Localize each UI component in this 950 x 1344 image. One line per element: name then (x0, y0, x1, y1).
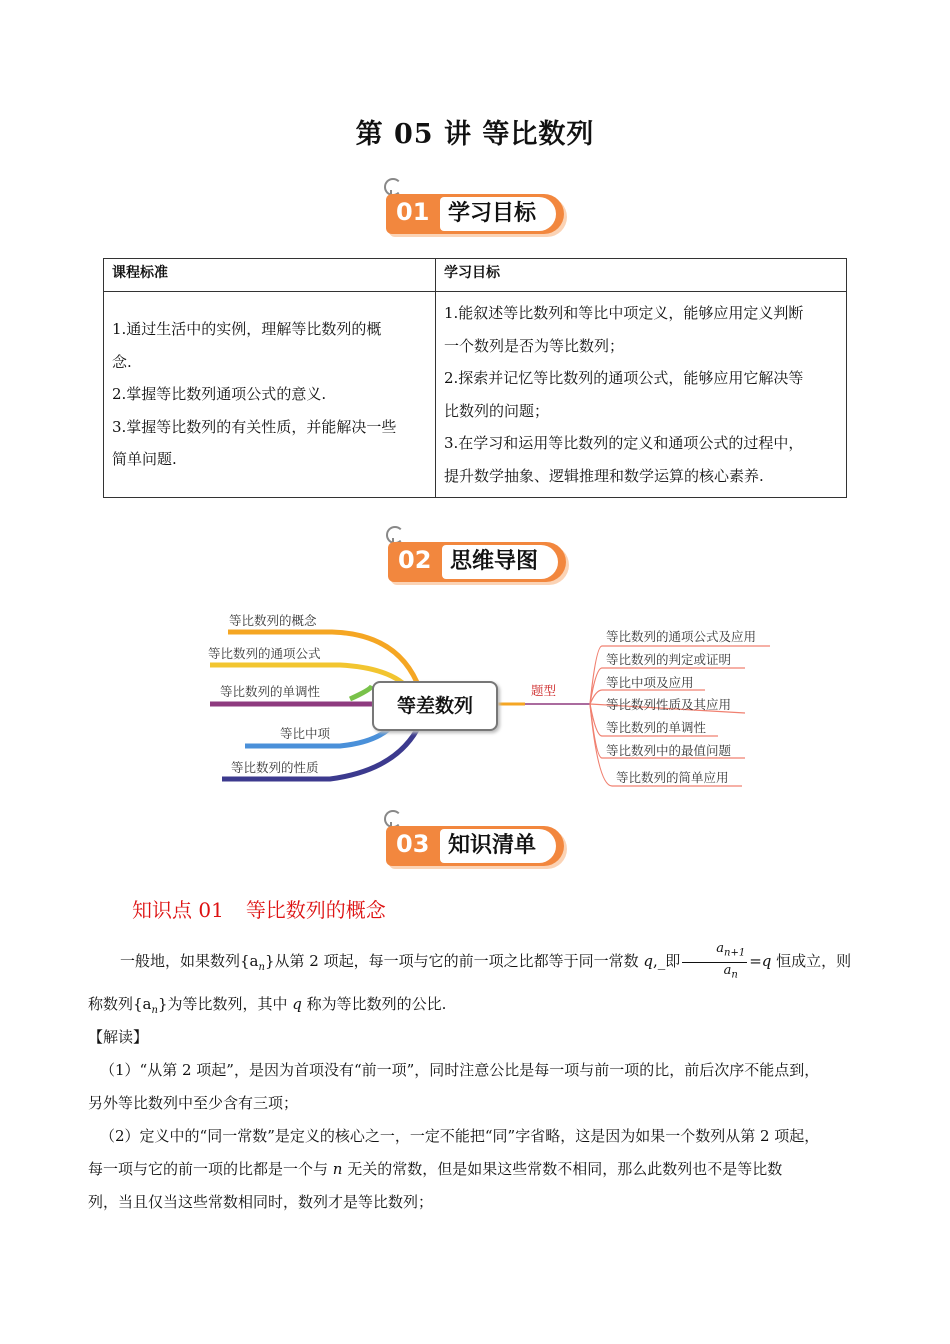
text: q (761, 952, 772, 970)
objective-line: 提升数学抽象、逻辑推理和数学运算的核心素养. (444, 466, 764, 485)
mindmap-right-node: 等比数列中的最值问题 (606, 743, 732, 758)
standard-line: 简单问题. (112, 450, 177, 469)
text: 一般地，如果数列{a (120, 952, 259, 970)
mindmap-left-node: 等比数列的概念 (229, 613, 317, 628)
text: q (292, 995, 302, 1013)
mindmap-right-node: 等比中项及应用 (606, 675, 694, 690)
text: 每一项与它的前一项的比都是一个与 (88, 1160, 333, 1178)
mindmap-right-node: 等比数列的简单应用 (616, 770, 729, 785)
mindmap-left-node: 等比数列的性质 (231, 760, 319, 775)
section-label: 知识清单 (440, 829, 556, 863)
ratio-fraction (682, 941, 747, 983)
knowledge-point-heading (132, 894, 386, 923)
text: n (731, 969, 738, 981)
text: a (723, 962, 732, 978)
objective-line: 1.能叙述等比数列和等比中项定义，能够应用定义判断 (444, 304, 804, 322)
text: n (258, 962, 265, 973)
standard-line: 念. (112, 352, 132, 371)
text: n (151, 1005, 158, 1016)
mindmap-right-node: 等比数列的判定或证明 (606, 652, 732, 667)
mindmap-right-node: 等比数列的单调性 (606, 720, 707, 735)
mindmap-right-node: 等比数列性质及其应用 (606, 697, 732, 712)
standard-line: 3.掌握等比数列的有关性质，并能解决一些 (112, 417, 397, 436)
text: ,_即 (652, 952, 681, 970)
text: 称数列{a (88, 995, 152, 1013)
mindmap-branch-label: 题型 (531, 683, 557, 698)
text: n+1 (724, 947, 746, 959)
text: }为等比数列，其中 (157, 995, 293, 1013)
mindmap-left-node: 等比数列的通项公式 (208, 646, 321, 661)
section-label: 学习目标 (440, 197, 556, 231)
interpretation-2-line-1: （2）定义中的“同一常数”是定义的核心之一，一定不能把“同”字省略，这是因为如果一个数列从第 2 项起， (100, 1127, 820, 1145)
text: q (643, 952, 653, 970)
table-header-standards: 课程标准 (104, 259, 436, 292)
section-number: 02 (398, 546, 432, 574)
knowledge-point-number: 知识点 01 (132, 898, 224, 922)
standard-line: 1.通过生活中的实例，理解等比数列的概 (112, 320, 382, 339)
mindmap-left-node: 等比中项 (280, 726, 331, 741)
interpretation-2-line-2 (88, 1153, 864, 1186)
interpretation-1-line-1: （1）“从第 2 项起”，是因为首项没有“前一项”，同时注意公比是每一项与前一项的比，前后次序不能点到， (100, 1061, 820, 1079)
section-banner-knowledge (384, 810, 574, 872)
section-number: 01 (396, 198, 430, 226)
interpretation-2-line-3: 列，当且仅当这些常数相同时，数列才是等比数列； (88, 1193, 434, 1211)
standard-line: 2.掌握等比数列通项公式的意义. (112, 385, 327, 404)
text: 无关的常数，但是如果这些常数不相同，那么此数列也不是等比数 (342, 1160, 783, 1178)
page-title: 第 05 讲 等比数列 (355, 119, 595, 150)
table-header-objectives: 学习目标 (436, 259, 847, 292)
objective-line: 3.在学习和运用等比数列的定义和通项公式的过程中， (444, 434, 804, 452)
section-number: 03 (396, 830, 430, 858)
definition-paragraph (88, 940, 864, 989)
objective-line: 一个数列是否为等比数列； (444, 336, 625, 355)
mindmap-right-node: 等比数列的通项公式及应用 (606, 629, 757, 644)
section-label: 思维导图 (442, 545, 558, 579)
interpretation-label: 【解读】 (88, 1028, 149, 1046)
objective-line: 2.探索并记忆等比数列的通项公式，能够应用它解决等 (444, 369, 804, 387)
interpretation-1-line-2: 另外等比数列中至少含有三项； (88, 1094, 299, 1112)
knowledge-point-title: 等比数列的概念 (245, 898, 386, 922)
text: }从第 2 项起，每一项与它的前一项之比都等于同一常数 (264, 952, 644, 970)
text: a (716, 940, 725, 956)
text: n (332, 1160, 343, 1178)
objective-line: 比数列的问题； (444, 401, 550, 420)
mindmap-left-node: 等比数列的单调性 (220, 684, 321, 699)
text: 恒成立，则 (771, 952, 852, 970)
text: 称为等比数列的公比. (301, 995, 447, 1013)
text: = (749, 952, 762, 970)
mindmap-center-node: 等差数列 (372, 681, 498, 731)
